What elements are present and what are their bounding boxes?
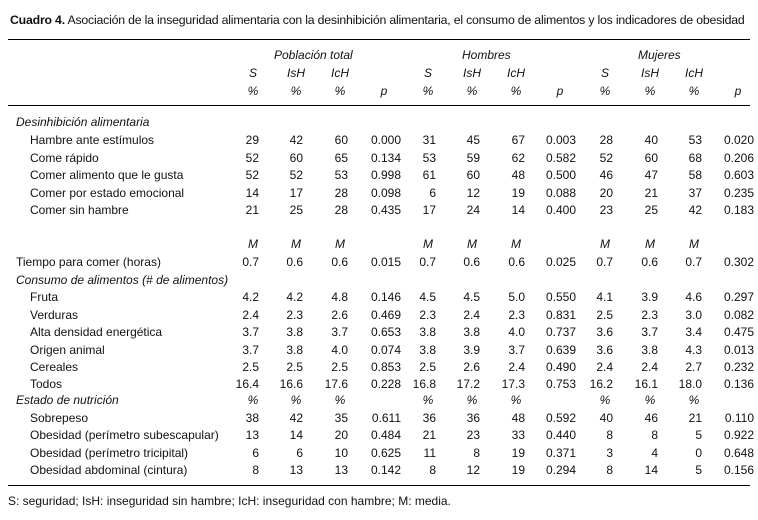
table-cell: 23 xyxy=(466,428,480,442)
table-cell: 33 xyxy=(511,428,525,442)
table-cell: 3.8 xyxy=(641,343,658,357)
table-row xyxy=(0,186,758,202)
table-cell: 0.142 xyxy=(370,463,401,477)
table-cell: 0.7 xyxy=(419,255,436,269)
table-cell: 25 xyxy=(289,203,303,217)
table-cell: % xyxy=(247,84,259,98)
table-cell: 40 xyxy=(599,411,613,425)
table-cell: 2.5 xyxy=(331,360,348,374)
header-row-units xyxy=(0,84,758,100)
table-cell: 0.400 xyxy=(545,203,576,217)
section-label: Estado de nutrición xyxy=(16,393,119,407)
table-cell: 62 xyxy=(511,151,525,165)
bottom-rule xyxy=(8,485,750,486)
table-cell: 3.7 xyxy=(242,325,259,339)
table-cell: 3.8 xyxy=(463,325,480,339)
table-cell: 0.000 xyxy=(370,133,401,147)
table-cell: 0.098 xyxy=(370,186,401,200)
table-cell: 42 xyxy=(688,203,702,217)
table-cell: 0.013 xyxy=(723,343,754,357)
table-cell: 0.235 xyxy=(723,186,754,200)
table-cell: 6 xyxy=(252,446,259,460)
table-cell: 0.134 xyxy=(370,151,401,165)
row-label: Fruta xyxy=(30,290,59,304)
section-row xyxy=(0,115,758,131)
table-cell: 0.6 xyxy=(641,255,658,269)
table-cell: 0.6 xyxy=(286,255,303,269)
table-cell: 17.2 xyxy=(456,377,480,391)
table-cell: 5 xyxy=(695,428,702,442)
table-cell: 2.4 xyxy=(596,360,613,374)
table-cell: 65 xyxy=(334,151,348,165)
table-cell: S xyxy=(423,66,432,80)
table-cell: 20 xyxy=(334,428,348,442)
table-cell: 58 xyxy=(688,168,702,182)
table-cell: 13 xyxy=(245,428,259,442)
table-cell: 0.500 xyxy=(545,168,576,182)
table-cell: % xyxy=(422,393,434,407)
table-cell: 0.206 xyxy=(723,151,754,165)
table-cell: 0.232 xyxy=(723,360,754,374)
table-cell: 46 xyxy=(644,411,658,425)
table-cell: 38 xyxy=(245,411,259,425)
table-row xyxy=(0,411,758,427)
row-label: Sobrepeso xyxy=(30,411,89,425)
table-row xyxy=(0,255,758,271)
table-cell: 3.0 xyxy=(685,308,702,322)
table-cell: 0.611 xyxy=(371,411,401,425)
table-cell: 21 xyxy=(688,411,702,425)
table-cell: 0.183 xyxy=(723,203,754,217)
table-cell: 0.136 xyxy=(723,377,754,391)
table-cell: 10 xyxy=(334,446,348,460)
table-cell: 0.853 xyxy=(370,360,401,374)
table-cell: 36 xyxy=(422,411,436,425)
table-cell: 4 xyxy=(651,446,658,460)
table-cell: 0.440 xyxy=(545,428,576,442)
table-cell: 0.592 xyxy=(545,411,576,425)
table-cell: % xyxy=(466,84,478,98)
table-cell: 16.8 xyxy=(412,377,436,391)
table-cell: 3.7 xyxy=(242,343,259,357)
table-cell: 0.922 xyxy=(723,428,754,442)
table-cell: 3.7 xyxy=(331,325,348,339)
table-cell: 29 xyxy=(245,133,259,147)
row-label: Obesidad (perímetro subescapular) xyxy=(30,428,219,442)
table-row xyxy=(0,133,758,149)
table-cell: % xyxy=(688,84,700,98)
table-cell: 0 xyxy=(695,446,702,460)
table-cell: 4.0 xyxy=(508,325,525,339)
table-row xyxy=(0,360,758,376)
table-cell: 2.5 xyxy=(242,360,259,374)
table-cell: 35 xyxy=(334,411,348,425)
table-cell: 0.020 xyxy=(723,133,754,147)
table-cell: IsH xyxy=(463,66,481,80)
table-cell: 3.8 xyxy=(419,343,436,357)
table-cell: 2.4 xyxy=(508,360,525,374)
table-cell: 0.490 xyxy=(545,360,576,374)
table-cell: 12 xyxy=(466,463,480,477)
table-cell: 52 xyxy=(289,168,303,182)
table-cell: S xyxy=(600,66,609,80)
table-row xyxy=(0,168,758,184)
table-cell: 0.146 xyxy=(370,290,401,304)
table-cell: 14 xyxy=(644,463,658,477)
table-cell: 19 xyxy=(511,446,525,460)
row-label: Come rápido xyxy=(30,151,99,165)
group-header-total: Población total xyxy=(274,48,353,62)
table-cell: 0.025 xyxy=(545,255,576,269)
top-rule xyxy=(8,39,750,40)
table-cell: p xyxy=(380,84,388,98)
table-cell: 0.435 xyxy=(370,203,401,217)
group-header-men: Hombres xyxy=(462,48,511,62)
table-row xyxy=(0,151,758,167)
table-cell: 18.0 xyxy=(678,377,702,391)
table-cell: 0.7 xyxy=(685,255,702,269)
table-cell: 16.6 xyxy=(279,377,303,391)
table-cell: % xyxy=(510,84,522,98)
table-row xyxy=(0,377,758,393)
table-cell: 0.074 xyxy=(370,343,401,357)
section-label: Consumo de alimentos (# de alimentos) xyxy=(16,273,229,287)
table-cell: 0.156 xyxy=(723,463,754,477)
table-cell: 0.625 xyxy=(370,446,401,460)
table-row xyxy=(0,290,758,306)
row-label: Alta densidad energética xyxy=(30,325,163,339)
row-label: Comer alimento que le gusta xyxy=(30,168,184,182)
section-row xyxy=(0,393,758,409)
section-label: Desinhibición alimentaria xyxy=(16,115,150,129)
header-rule xyxy=(8,105,750,106)
table-cell: 5 xyxy=(695,463,702,477)
table-cell: 3.7 xyxy=(508,343,525,357)
table-cell: 0.6 xyxy=(331,255,348,269)
table-row xyxy=(0,463,758,479)
table-cell: IsH xyxy=(287,66,305,80)
table-cell: 25 xyxy=(644,203,658,217)
table-cell: 4.5 xyxy=(463,290,480,304)
table-cell: 14 xyxy=(511,203,525,217)
row-label: Comer sin hambre xyxy=(30,203,129,217)
table-row xyxy=(0,325,758,341)
table-cell: 48 xyxy=(511,168,525,182)
table-cell: 3.7 xyxy=(641,325,658,339)
table-cell: 48 xyxy=(511,411,525,425)
table-cell: 3 xyxy=(606,446,613,460)
table-cell: 8 xyxy=(473,446,480,460)
table-row xyxy=(0,343,758,359)
table-cell: 2.3 xyxy=(419,308,436,322)
table-cell: 2.4 xyxy=(242,308,259,322)
table-cell: 4.2 xyxy=(242,290,259,304)
row-label: Obesidad (perímetro tricipital) xyxy=(30,446,189,460)
table-cell: 6 xyxy=(296,446,303,460)
table-cell: 23 xyxy=(599,203,613,217)
table-cell: 0.582 xyxy=(545,151,576,165)
table-cell: 47 xyxy=(644,168,658,182)
table-cell: 2.6 xyxy=(331,308,348,322)
table-cell: 52 xyxy=(599,151,613,165)
table-cell: 0.737 xyxy=(545,325,576,339)
table-cell: 0.110 xyxy=(724,411,754,425)
table-cell: 45 xyxy=(466,133,480,147)
table-cell: 60 xyxy=(289,151,303,165)
table-cell: M xyxy=(291,237,301,251)
table-cell: 0.475 xyxy=(723,325,754,339)
table-cell: 2.6 xyxy=(463,360,480,374)
table-cell: 2.4 xyxy=(463,308,480,322)
table-cell: 3.6 xyxy=(596,325,613,339)
table-cell: IcH xyxy=(685,66,703,80)
row-label: Tiempo para comer (horas) xyxy=(16,255,161,269)
table-cell: 0.603 xyxy=(723,168,754,182)
table-cell: % xyxy=(422,84,434,98)
table-cell: p xyxy=(556,84,564,98)
table-row xyxy=(0,237,758,253)
table-cell: 20 xyxy=(599,186,613,200)
section-row xyxy=(0,273,758,289)
table-cell: 3.8 xyxy=(286,325,303,339)
table-cell: 2.4 xyxy=(641,360,658,374)
table-cell: IcH xyxy=(507,66,525,80)
table-cell: 8 xyxy=(429,463,436,477)
table-cell: 3.9 xyxy=(463,343,480,357)
table-cell: 4.2 xyxy=(286,290,303,304)
table-cell: M xyxy=(600,237,610,251)
table-row xyxy=(0,446,758,462)
row-label: Origen animal xyxy=(30,343,105,357)
table-cell: M xyxy=(248,237,258,251)
table-cell: 21 xyxy=(422,428,436,442)
table-cell: 16.2 xyxy=(589,377,613,391)
table-cell: 3.9 xyxy=(641,290,658,304)
table-cell: 4.6 xyxy=(685,290,702,304)
table-cell: 17 xyxy=(289,186,303,200)
table-cell: 14 xyxy=(245,186,259,200)
table-cell: 4.0 xyxy=(331,343,348,357)
table-cell: M xyxy=(645,237,655,251)
table-cell: 2.3 xyxy=(508,308,525,322)
table-cell: M xyxy=(335,237,345,251)
table-cell: 0.371 xyxy=(545,446,576,460)
table-cell: 0.6 xyxy=(508,255,525,269)
table-cell: 61 xyxy=(422,168,436,182)
row-label: Todos xyxy=(30,377,63,391)
table-cell: 16.4 xyxy=(235,377,259,391)
table-cell: 0.003 xyxy=(545,133,576,147)
table-cell: 52 xyxy=(245,168,259,182)
table-cell: 46 xyxy=(599,168,613,182)
table-cell: 2.5 xyxy=(286,360,303,374)
table-cell: 53 xyxy=(688,133,702,147)
table-cell: 28 xyxy=(599,133,613,147)
table-row xyxy=(0,203,758,219)
table-cell: 4.1 xyxy=(596,290,613,304)
table-cell: 14 xyxy=(289,428,303,442)
table-cell: 2.3 xyxy=(641,308,658,322)
table-cell: 0.6 xyxy=(463,255,480,269)
table-cell: 67 xyxy=(511,133,525,147)
table-cell: 0.484 xyxy=(370,428,401,442)
table-number: Cuadro 4. xyxy=(10,13,65,27)
table-cell: 0.082 xyxy=(723,308,754,322)
row-label: Comer por estado emocional xyxy=(30,186,185,200)
table-cell: 19 xyxy=(511,463,525,477)
table-cell: 21 xyxy=(644,186,658,200)
table-cell: 2.5 xyxy=(419,360,436,374)
table-cell: 24 xyxy=(466,203,480,217)
table-cell: % xyxy=(290,84,302,98)
table-cell: 52 xyxy=(245,151,259,165)
table-cell: 6 xyxy=(429,186,436,200)
table-cell: 4.8 xyxy=(331,290,348,304)
table-cell: 0.653 xyxy=(370,325,401,339)
table-cell: 36 xyxy=(466,411,480,425)
table-cell: 17.6 xyxy=(324,377,348,391)
table-cell: 53 xyxy=(334,168,348,182)
table-cell: % xyxy=(644,84,656,98)
table-cell: 3.8 xyxy=(286,343,303,357)
table-cell: 40 xyxy=(644,133,658,147)
table-cell: % xyxy=(644,393,656,407)
table-cell: 0.302 xyxy=(723,255,754,269)
table-row xyxy=(0,428,758,444)
table-cell: IcH xyxy=(331,66,349,80)
table-cell: 0.7 xyxy=(242,255,259,269)
table-cell: 0.648 xyxy=(723,446,754,460)
table-cell: 37 xyxy=(688,186,702,200)
table-cell: 8 xyxy=(651,428,658,442)
table-cell: M xyxy=(467,237,477,251)
table-cell: 8 xyxy=(252,463,259,477)
table-cell: 68 xyxy=(688,151,702,165)
table-cell: 53 xyxy=(422,151,436,165)
table-cell: 60 xyxy=(644,151,658,165)
table-cell: 0.088 xyxy=(545,186,576,200)
table-cell: 4.5 xyxy=(419,290,436,304)
table-cell: 13 xyxy=(334,463,348,477)
header-row-groups xyxy=(0,66,758,82)
table-cell: 0.294 xyxy=(545,463,576,477)
table-cell: 31 xyxy=(422,133,436,147)
table-cell: 42 xyxy=(289,133,303,147)
table-cell: 3.4 xyxy=(685,325,702,339)
table-cell: 60 xyxy=(466,168,480,182)
table-cell: 3.6 xyxy=(596,343,613,357)
table-cell: 19 xyxy=(511,186,525,200)
table-cell: 2.3 xyxy=(286,308,303,322)
table-cell: 13 xyxy=(289,463,303,477)
table-cell: % xyxy=(599,393,611,407)
table-cell: 17.3 xyxy=(501,377,525,391)
table-cell: % xyxy=(510,393,522,407)
table-cell: 0.228 xyxy=(370,377,401,391)
table-cell: 8 xyxy=(606,463,613,477)
table-cell: 0.639 xyxy=(545,343,576,357)
table-cell: 0.998 xyxy=(370,168,401,182)
table-cell: 11 xyxy=(423,446,436,460)
table-cell: 8 xyxy=(606,428,613,442)
table-cell: 0.753 xyxy=(545,377,576,391)
table-cell: 0.469 xyxy=(370,308,401,322)
table-cell: 60 xyxy=(334,133,348,147)
table-cell: 21 xyxy=(245,203,259,217)
table-cell: 17 xyxy=(422,203,436,217)
row-label: Verduras xyxy=(30,308,79,322)
table-cell: 0.7 xyxy=(596,255,613,269)
row-label: Hambre ante estímulos xyxy=(30,133,155,147)
table-cell: 12 xyxy=(466,186,480,200)
table-cell: 2.7 xyxy=(685,360,702,374)
table-cell: 0.015 xyxy=(370,255,401,269)
table-cell: 3.8 xyxy=(419,325,436,339)
table-cell: % xyxy=(466,393,478,407)
table-cell: 28 xyxy=(334,186,348,200)
row-label: Cereales xyxy=(30,360,79,374)
table-cell: % xyxy=(688,393,700,407)
table-cell: M xyxy=(423,237,433,251)
table-cell: 0.550 xyxy=(545,290,576,304)
table-cell: 5.0 xyxy=(508,290,525,304)
table-cell: 4.3 xyxy=(685,343,702,357)
table-title xyxy=(10,13,745,27)
table-cell: 59 xyxy=(466,151,480,165)
table-cell: 28 xyxy=(334,203,348,217)
table-cell: S xyxy=(248,66,257,80)
table-cell: % xyxy=(599,84,611,98)
table-cell: 0.831 xyxy=(545,308,576,322)
table-cell: % xyxy=(334,84,346,98)
group-header-women: Mujeres xyxy=(638,48,681,62)
table-cell: IsH xyxy=(641,66,659,80)
table-cell: 16.1 xyxy=(634,377,658,391)
table-cell: % xyxy=(334,393,346,407)
table-cell: % xyxy=(247,393,259,407)
table-row xyxy=(0,308,758,324)
table-cell: p xyxy=(734,84,742,98)
table-cell: M xyxy=(689,237,699,251)
table-cell: 42 xyxy=(289,411,303,425)
table-cell: 2.5 xyxy=(596,308,613,322)
row-label: Obesidad abdominal (cintura) xyxy=(30,463,188,477)
table-caption: Asociación de la inseguridad alimentaria con la desinhibición alimentaria, el consumo de alimentos y los indicadores de obesidad xyxy=(64,13,745,27)
footnote: S: seguridad; IsH: inseguridad sin hambre; IcH: inseguridad con hambre; M: media. xyxy=(8,494,451,508)
table-cell: M xyxy=(511,237,521,251)
table-cell: % xyxy=(290,393,302,407)
table-cell: 0.297 xyxy=(723,290,754,304)
